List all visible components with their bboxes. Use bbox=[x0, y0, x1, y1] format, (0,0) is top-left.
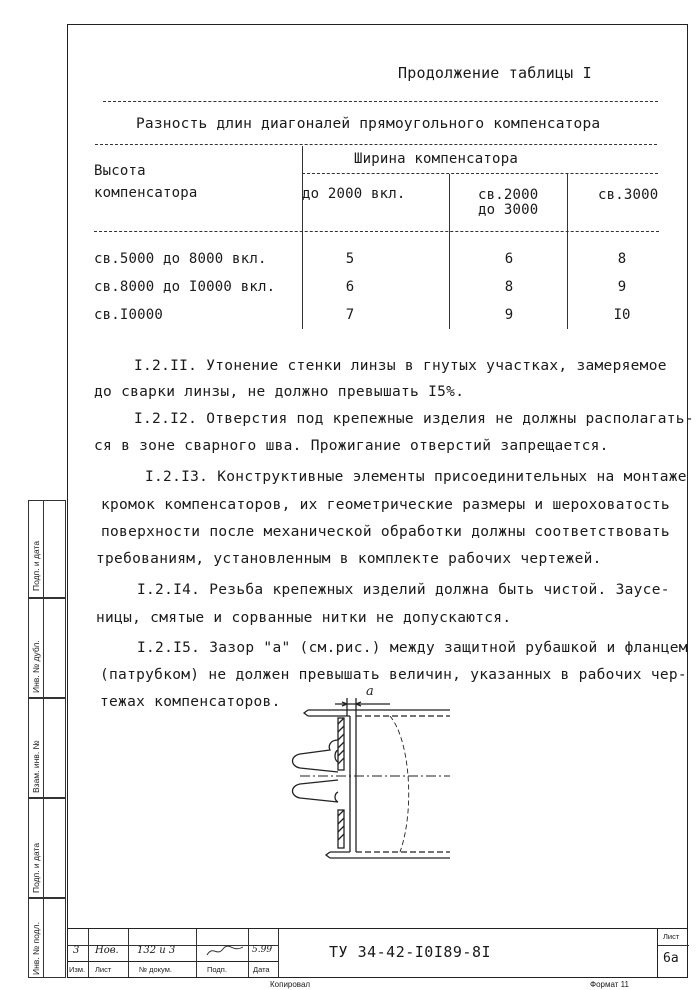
paragraph-1-2-14-line1: I.2.I4. Резьба крепежных изделий должна быть чистой. Заусе- bbox=[137, 582, 670, 598]
doc-code: ТУ 34-42-I0I89-8I bbox=[329, 943, 492, 961]
side-label: Подп. и дата bbox=[31, 842, 41, 893]
table-header-rule bbox=[94, 231, 659, 232]
table-top-rule bbox=[103, 101, 658, 102]
side-stamp-orig-inv bbox=[28, 898, 66, 978]
table-cell: 9 bbox=[504, 307, 514, 323]
paragraph-1-2-11-line1: I.2.II. Утонение стенки линзы в гнутых участках, замеряемое bbox=[134, 358, 667, 374]
table-continuation-title: Продолжение таблицы I bbox=[398, 64, 592, 82]
paragraph-1-2-13-line2: кромок компенсаторов, их геометрические размеры и шероховатость bbox=[101, 497, 670, 513]
rev-sheet: Нов. bbox=[95, 945, 119, 956]
height-header-line1: Высота bbox=[94, 163, 146, 179]
revision-grid bbox=[67, 929, 279, 977]
paragraph-1-2-13-line1: I.2.I3. Конструктивные элементы присоединительных на монтаже bbox=[145, 469, 687, 485]
table-vline-2 bbox=[449, 174, 450, 329]
width-header: Ширина компенсатора bbox=[354, 151, 518, 167]
col-label-sign: Подп. bbox=[207, 965, 227, 974]
footer-copied: Копировал bbox=[270, 980, 311, 989]
col-label-sheet: Лист bbox=[95, 965, 112, 974]
sheet-box bbox=[657, 929, 688, 977]
paragraph-1-2-15-line2: (патрубком) не должен превышать величин, указанных в рабочих чер- bbox=[100, 667, 687, 683]
compensator-drawing bbox=[290, 680, 450, 870]
rev-date: 5.99 bbox=[252, 945, 273, 955]
paragraph-1-2-15-line3: тежах компенсаторов. bbox=[100, 694, 281, 710]
paragraph-1-2-13-line4: требованиям, установленным в комплекте рабочих чертежей. bbox=[96, 551, 602, 567]
sheet-number: 6а bbox=[663, 951, 679, 966]
side-label: Подп. и дата bbox=[31, 540, 41, 591]
sheet-label: Лист bbox=[663, 932, 680, 941]
table-cell: I0 bbox=[613, 307, 631, 323]
paragraph-1-2-11-line2: до сварки линзы, не должно превышать I5%. bbox=[94, 384, 465, 400]
col-label-date: Дата bbox=[253, 965, 270, 974]
table-caption: Разность длин диагоналей прямоугольного компенсатора bbox=[136, 116, 601, 132]
width-col-1: до 2000 вкл. bbox=[302, 186, 406, 202]
width-col-2a: св.2000 bbox=[478, 187, 539, 203]
width-col-2b: до 3000 bbox=[478, 202, 539, 218]
table-vline-1 bbox=[302, 146, 303, 329]
side-stamp-sign-date-top bbox=[28, 500, 66, 598]
height-header-line2: компенсатора bbox=[94, 185, 198, 201]
rev-doc-number: 132 и 3 bbox=[137, 945, 176, 956]
side-label: Инв. № дубл. bbox=[31, 640, 41, 693]
width-header-rule bbox=[302, 173, 658, 174]
rev-signature bbox=[205, 943, 245, 962]
table-cell: 8 bbox=[617, 251, 627, 267]
side-label: Инв. № подл. bbox=[31, 922, 41, 975]
row-label: св.8000 до I0000 вкл. bbox=[94, 279, 276, 295]
side-stamp-sign-date-bottom bbox=[28, 798, 66, 898]
table-cell: 5 bbox=[345, 251, 355, 267]
table-caption-rule bbox=[95, 144, 657, 145]
paragraph-1-2-12-line1: I.2.I2. Отверстия под крепежные изделия не должны располагать- bbox=[134, 411, 694, 427]
table-cell: 6 bbox=[345, 279, 355, 295]
row-label: св.5000 до 8000 вкл. bbox=[94, 251, 267, 267]
paragraph-1-2-13-line3: поверхности после механической обработки должны соответствовать bbox=[101, 524, 670, 540]
col-label-change: Изм. bbox=[69, 965, 86, 974]
table-cell: 6 bbox=[504, 251, 514, 267]
paragraph-1-2-12-line2: ся в зоне сварного шва. Прожигание отверстий запрещается. bbox=[94, 438, 609, 454]
table-cell: 9 bbox=[617, 279, 627, 295]
paragraph-1-2-14-line2: ницы, смятые и сорванные нитки не допускаются. bbox=[96, 610, 512, 626]
footer-format: Формат 11 bbox=[590, 980, 629, 989]
row-label: св.I0000 bbox=[94, 307, 164, 323]
paragraph-1-2-15-line1: I.2.I5. Зазор "а" (см.рис.) между защитной рубашкой и фланцем bbox=[137, 640, 688, 656]
dimension-a-label: a bbox=[366, 684, 374, 699]
col-label-doc: № докум. bbox=[139, 965, 172, 974]
side-stamp-replace-inv bbox=[28, 698, 66, 798]
title-block bbox=[67, 928, 688, 978]
width-col-3: св.3000 bbox=[598, 187, 659, 203]
table-vline-3 bbox=[567, 174, 568, 329]
side-label: Взам. инв. № bbox=[31, 740, 41, 793]
table-cell: 7 bbox=[345, 307, 355, 323]
rev-number: 3 bbox=[73, 945, 80, 956]
table-cell: 8 bbox=[504, 279, 514, 295]
side-stamp-dup-inv bbox=[28, 598, 66, 698]
